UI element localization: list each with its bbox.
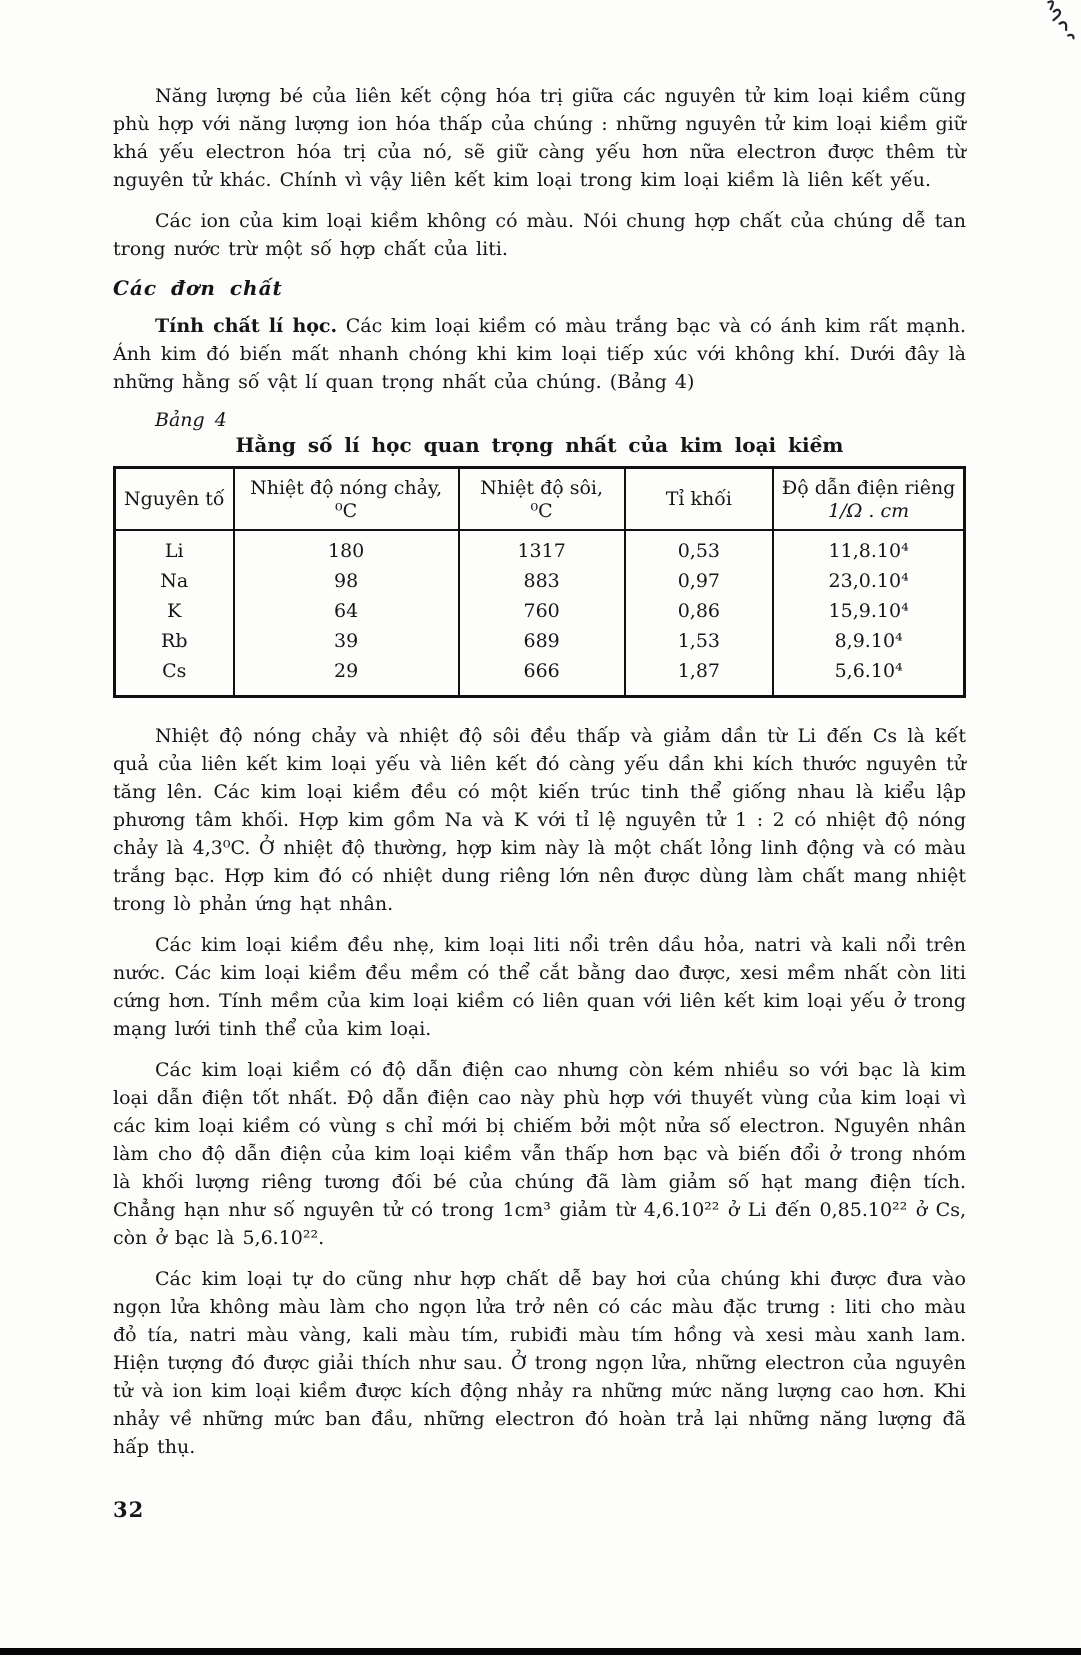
column-header-element [115, 468, 234, 531]
table-row-cs [115, 656, 965, 697]
cell-conductivity: 11,8.10⁴ [773, 530, 964, 566]
cell-element: Li [115, 530, 234, 566]
cell-element: K [115, 596, 234, 626]
paragraph-melting-boiling-trend: Nhiệt độ nóng chảy và nhiệt độ sôi đều thấp và giảm dần từ Li đến Cs là kết quả của liên kết kim loại yếu và liên kết đó càng yếu dần khi kích thước nguyên tử tăng lên. Các kim loại kiềm đều có một kiến trúc tinh thể giống nhau là kiểu lập phương tâm khối. Hợp kim gồm Na và K với tỉ lệ nguyên tử 1 : 2 có nhiệt độ nóng chảy là 4,3⁰C. Ở nhiệt độ thường, hợp kim này là một chất lỏng linh động và có màu trắng bạc. Hợp kim đó có nhiệt dung riêng lớn nên được dùng làm chất mang nhiệt trong lò phản ứng hạt nhân. [113, 725, 966, 915]
table-row-k [115, 596, 965, 626]
cell-melting-point: 180 [234, 530, 459, 566]
column-header-unit: ⁰C [530, 500, 553, 522]
cell-density: 1,53 [625, 626, 774, 656]
cell-melting-point: 39 [234, 626, 459, 656]
handwriting-mark [1015, 0, 1081, 50]
column-header-melting-point [234, 468, 459, 531]
paragraph-flame-colors: Các kim loại tự do cũng như hợp chất dễ bay hơi của chúng khi được đưa vào ngọn lửa không màu làm cho ngọn lửa trở nên có các màu đặc trưng : liti cho màu đỏ tía, natri màu vàng, kali màu tím, rubiđi màu tím hồng và xesi màu xanh lam. Hiện tượng đó được giải thích như sau. Ở trong ngọn lửa, những electron của nguyên tử và ion kim loại kiềm được kích động nhảy ra những mức năng lượng cao hơn. Khi nhảy về những mức ban đầu, những electron đó hoàn trả lại những năng lượng đã hấp thụ. [113, 1268, 966, 1458]
cell-boiling-point: 1317 [459, 530, 625, 566]
paragraph-lightness-softness: Các kim loại kiềm đều nhẹ, kim loại liti nổi trên dầu hỏa, natri và kali nổi trên nước. Các kim loại kiềm đều mềm có thể cắt bằng dao được, xesi mềm nhất còn liti cứng hơn. Tính mềm của kim loại kiềm có liên quan với liên kết kim loại yếu ở trong mạng lưới tinh thể của kim loại. [113, 934, 966, 1040]
column-header-title: Nhiệt độ sôi, [480, 477, 604, 499]
cell-boiling-point: 666 [459, 656, 625, 697]
cell-boiling-point: 883 [459, 566, 625, 596]
column-header-title: Độ dẫn điện riêng [781, 477, 956, 499]
table-row-rb [115, 626, 965, 656]
column-header-title: Tỉ khối [665, 488, 732, 510]
cell-density: 0,53 [625, 530, 774, 566]
cell-conductivity: 8,9.10⁴ [773, 626, 964, 656]
scan-edge-bar [0, 1648, 1081, 1655]
cell-melting-point: 64 [234, 596, 459, 626]
column-header-unit: ⁰C [335, 500, 358, 522]
column-header-title: Nhiệt độ nóng chảy, [250, 477, 443, 499]
table-row-li [115, 530, 965, 566]
paragraph-lead-tinh-chat-li-hoc: Tính chất lí học. [155, 315, 338, 337]
cell-element: Cs [115, 656, 234, 697]
cell-conductivity: 15,9.10⁴ [773, 596, 964, 626]
cell-boiling-point: 689 [459, 626, 625, 656]
cell-density: 0,86 [625, 596, 774, 626]
column-header-density [625, 468, 774, 531]
column-header-boiling-point [459, 468, 625, 531]
cell-element: Na [115, 566, 234, 596]
cell-element: Rb [115, 626, 234, 656]
cell-boiling-point: 760 [459, 596, 625, 626]
cell-melting-point: 29 [234, 656, 459, 697]
table-row-na [115, 566, 965, 596]
cell-melting-point: 98 [234, 566, 459, 596]
alkali-metal-constants-table [113, 466, 966, 698]
section-heading-cac-don-chat: Các đơn chất [113, 276, 283, 300]
cell-density: 0,97 [625, 566, 774, 596]
paragraph-bond-energy: Năng lượng bé của liên kết cộng hóa trị giữa các nguyên tử kim loại kiềm cũng phù hợp với năng lượng ion hóa thấp của chúng : những nguyên tử kim loại kiềm giữ khá yếu electron hóa trị của nó, sẽ giữ càng yếu hơn nữa electron được thêm từ nguyên tử khác. Chính vì vậy liên kết kim loại trong kim loại kiềm là liên kết yếu. [113, 85, 966, 191]
table-title: Hằng số lí học quan trọng nhất của kim loại kiềm [235, 433, 844, 457]
paragraph-ion-color: Các ion của kim loại kiềm không có màu. Nói chung hợp chất của chúng dễ tan trong nước trừ một số hợp chất của liti. [113, 210, 966, 260]
column-header-conductivity [773, 468, 964, 531]
cell-conductivity: 23,0.10⁴ [773, 566, 964, 596]
paragraph-physical-properties-text: Các kim loại kiềm có màu trắng bạc và có ánh kim rất mạnh. Ánh kim đó biến mất nhanh chóng khi kim loại tiếp xúc với không khí. Dưới đây là những hằng số vật lí quan trọng nhất của chúng. (Bảng 4) [113, 315, 967, 393]
paragraph-conductivity: Các kim loại kiềm có độ dẫn điện cao nhưng còn kém nhiều so với bạc là kim loại dẫn điện tốt nhất. Độ dẫn điện cao này phù hợp với thuyết vùng của kim loại vì các kim loại kiềm có vùng s chỉ mới bị chiếm bởi một nửa số electron. Nguyên nhân làm cho độ dẫn điện của kim loại kiềm vẫn thấp hơn bạc và biến đổi ở trong nhóm là khối lượng riêng tương đối bé của chúng đã làm giảm số hạt mang điện tích. Chẳng hạn như số nguyên tử có trong 1cm³ giảm từ 4,6.10²² ở Li đến 0,85.10²² ở Cs, còn ở bạc là 5,6.10²². [113, 1059, 966, 1249]
page-number: 32 [113, 1497, 145, 1522]
table-label-bang-4: Bảng 4 [155, 409, 227, 431]
cell-conductivity: 5,6.10⁴ [773, 656, 964, 697]
table-header-row [115, 468, 965, 531]
column-header-unit: 1/Ω . cm [828, 500, 910, 522]
column-header-title: Nguyên tố [123, 488, 225, 510]
paragraph-physical-properties [113, 312, 966, 396]
page-content [113, 82, 966, 1522]
cell-density: 1,87 [625, 656, 774, 697]
